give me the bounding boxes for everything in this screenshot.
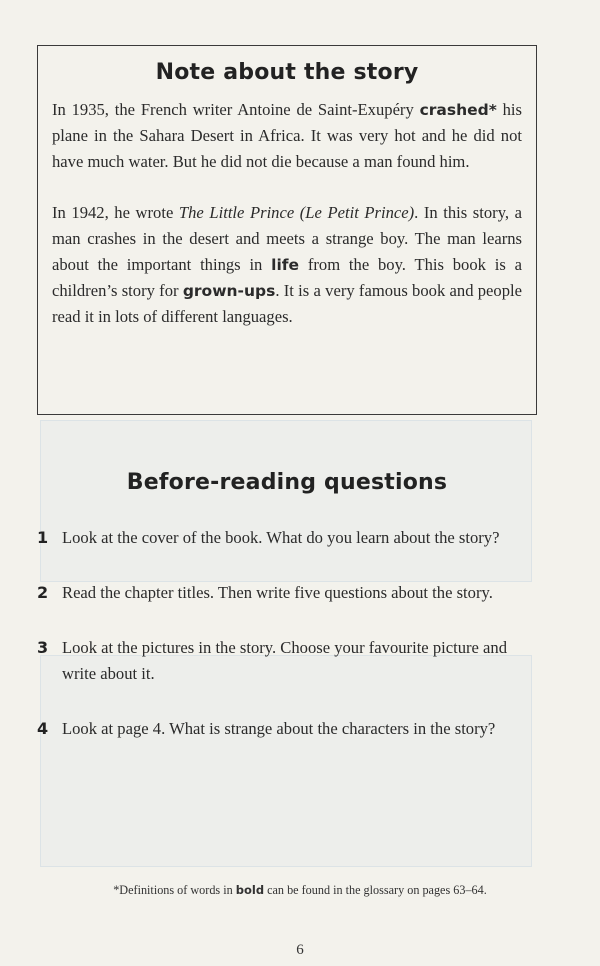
list-item — [37, 525, 527, 551]
note-paragraph-2: In 1942, he wrote The Little Prince (Le Petit Prince). In this story, a man crashes in the desert and meets a strange boy. The man learns about the important things in life from the boy. This book is a children’s story for grown-ups. It is a very famous book and people read it in lots of different languages. — [52, 203, 523, 326]
question-text: Look at the pictures in the story. Choose your favourite picture and write about it. — [62, 638, 507, 683]
list-item — [37, 716, 527, 742]
page-number: 6 — [296, 942, 304, 958]
question-text: Look at page 4. What is strange about the characters in the story? — [62, 719, 496, 738]
note-paragraph-1: In 1935, the French writer Antoine de Saint-Exupéry crashed* his plane in the Sahara Desert in Africa. It was very hot and he did not have much water. But he did not die because a man found him. — [52, 100, 522, 171]
questions-title: Before-reading questions — [126, 470, 448, 495]
questions-list — [37, 525, 527, 771]
list-item — [37, 580, 527, 606]
book-title: The Little Prince (Le Petit Prince) — [178, 203, 415, 222]
bold-word: crashed* — [419, 101, 497, 119]
bold-word: grown-ups — [182, 282, 276, 300]
note-title: Note about the story — [155, 60, 419, 85]
bold-word: bold — [235, 883, 265, 897]
note-box — [37, 45, 537, 415]
question-number: 1 — [37, 528, 49, 547]
bold-word: life — [271, 256, 300, 274]
footnote: *Definitions of words in bold can be found in the glossary on pages 63–64. — [113, 883, 487, 897]
question-text: Look at the cover of the book. What do you learn about the story? — [62, 528, 500, 547]
question-number: 4 — [37, 719, 49, 738]
list-item — [37, 635, 527, 687]
question-text: Read the chapter titles. Then write five questions about the story. — [62, 583, 493, 602]
question-number: 3 — [37, 638, 49, 657]
question-number: 2 — [37, 583, 49, 602]
